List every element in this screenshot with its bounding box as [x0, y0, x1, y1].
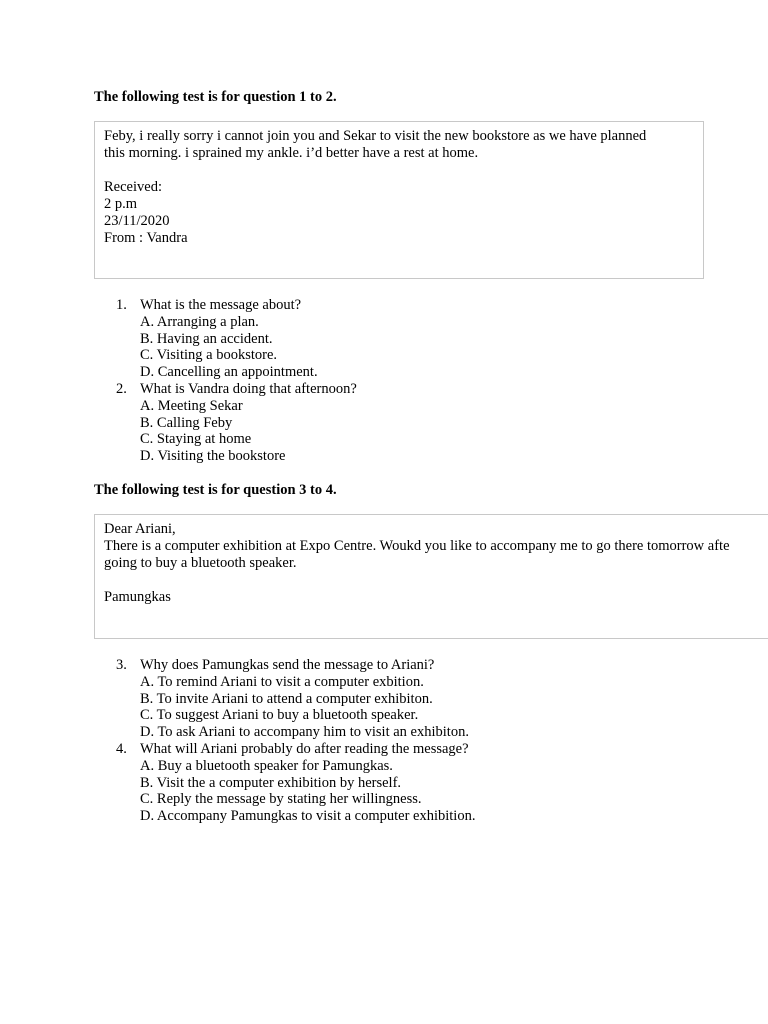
- answer-option: D. To ask Ariani to accompany him to visit an exhibiton.: [140, 724, 469, 741]
- message-text-line: going to buy a bluetooth speaker.: [104, 555, 297, 571]
- question-list-1: [116, 297, 357, 465]
- question-item: [116, 381, 357, 465]
- question-item: [116, 297, 357, 381]
- received-date: 23/11/2020: [104, 213, 170, 229]
- question-item: [116, 657, 475, 741]
- message-blank-line: [104, 162, 694, 179]
- question-number: 1.: [116, 297, 127, 313]
- question-number: 3.: [116, 657, 127, 673]
- question-list-2: [116, 657, 475, 825]
- section-1-heading: The following test is for question 1 to 2.: [94, 89, 337, 105]
- question-item: [116, 741, 475, 825]
- answer-option: B. Visit the a computer exhibition by herself.: [140, 774, 402, 791]
- question-text: Why does Pamungkas send the message to Ariani?: [140, 657, 435, 673]
- answer-option: A. Meeting Sekar: [140, 397, 243, 414]
- answer-option: D. Cancelling an appointment.: [140, 364, 318, 381]
- question-number: 2.: [116, 380, 127, 397]
- received-label: Received:: [104, 179, 162, 195]
- question-text: What is Vandra doing that afternoon?: [140, 380, 357, 397]
- answer-option: B. Calling Feby: [140, 414, 233, 431]
- answer-option: C. Reply the message by stating her willingness.: [140, 791, 422, 808]
- answer-option: D. Visiting the bookstore: [140, 448, 286, 465]
- message-box-vandra: [94, 121, 704, 279]
- message-text-line: Feby, i really sorry i cannot join you and Sekar to visit the new bookstore as we have planned: [104, 128, 647, 144]
- answer-option: A. Arranging a plan.: [140, 313, 259, 330]
- answer-option: C. To suggest Ariani to buy a bluetooth speaker.: [140, 707, 419, 724]
- message-signature: Pamungkas: [104, 589, 171, 605]
- answer-option: C. Visiting a bookstore.: [140, 347, 278, 364]
- message-text-line: this morning. i sprained my ankle. i’d better have a rest at home.: [104, 145, 479, 161]
- question-text: What will Ariani probably do after reading the message?: [140, 740, 469, 757]
- received-time: 2 p.m: [104, 196, 138, 212]
- answer-option: A. Buy a bluetooth speaker for Pamungkas.: [140, 757, 393, 774]
- message-greeting: Dear Ariani,: [104, 521, 176, 537]
- message-sender: From : Vandra: [104, 230, 188, 246]
- question-text: What is the message about?: [140, 297, 302, 313]
- answer-option: A. To remind Ariani to visit a computer exbition.: [140, 673, 424, 690]
- answer-option: B. To invite Ariani to attend a computer exhibiton.: [140, 690, 433, 707]
- answer-option: D. Accompany Pamungkas to visit a computer exhibition.: [140, 808, 476, 825]
- question-number: 4.: [116, 740, 127, 757]
- answer-option: B. Having an accident.: [140, 330, 273, 347]
- answer-option: C. Staying at home: [140, 431, 252, 448]
- section-2-heading: The following test is for question 3 to 4.: [94, 482, 337, 498]
- message-blank-line: [104, 572, 759, 589]
- message-text-line: There is a computer exhibition at Expo Centre. Woukd you like to accompany me to go there tomorrow afte: [104, 538, 730, 554]
- message-box-pamungkas: [94, 514, 768, 639]
